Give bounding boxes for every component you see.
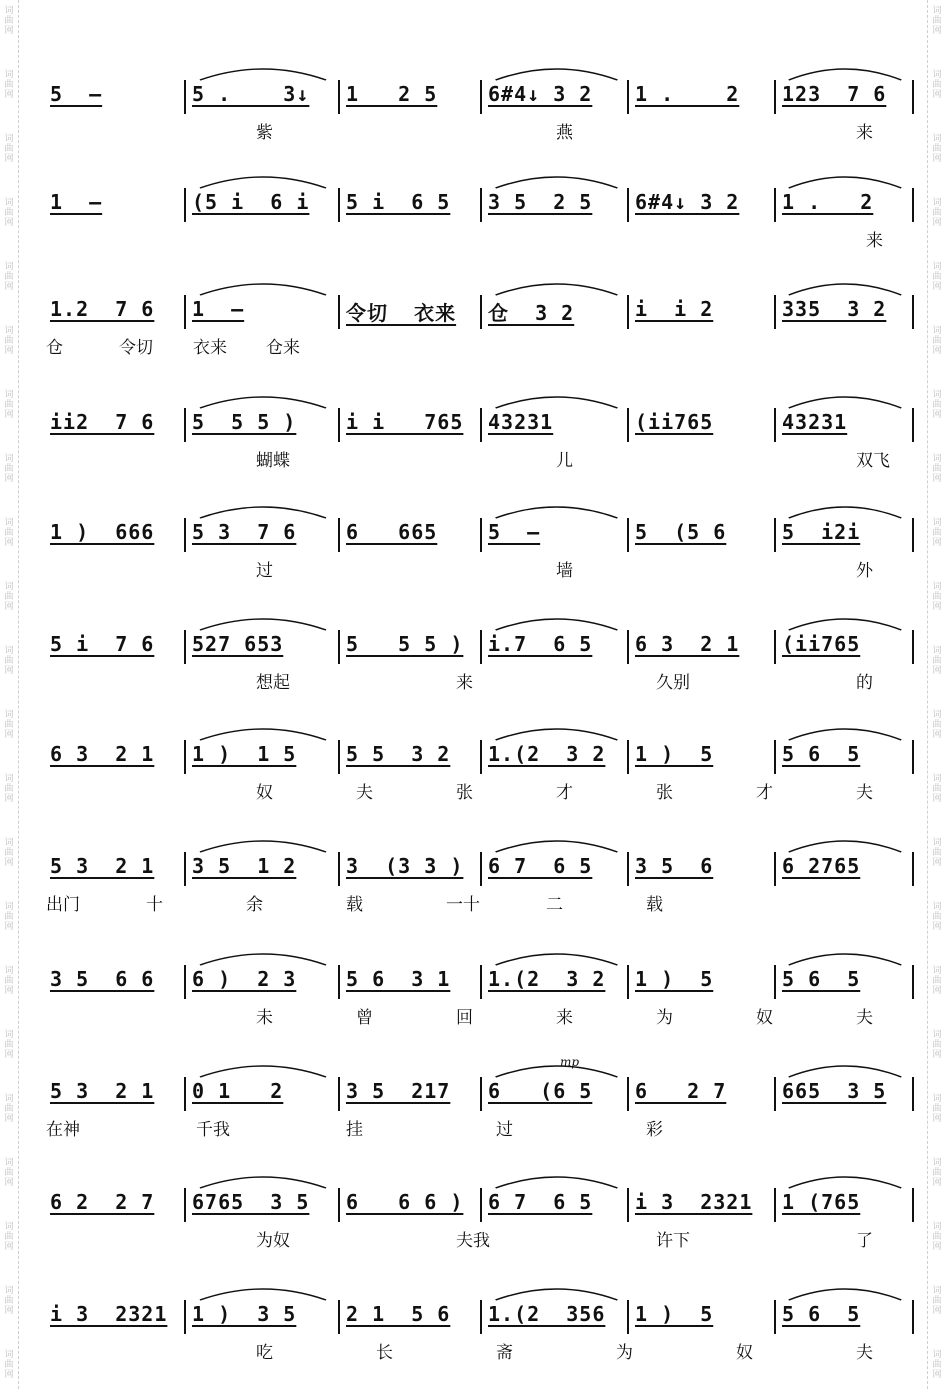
- lyric-text: 了: [856, 1231, 873, 1251]
- measure-notes: 1.(2 3 2: [488, 967, 606, 991]
- measure-notes: 6 7 6 5: [488, 1190, 593, 1214]
- watermark-text: 词 曲 网: [932, 1030, 942, 1060]
- dynamic-marking: mp: [560, 1055, 580, 1069]
- score-line: [0, 620, 946, 730]
- watermark-text: 词 曲 网: [4, 1030, 14, 1060]
- measure-notes: i i 765: [346, 410, 464, 434]
- lyric-text: 过: [256, 561, 273, 581]
- bar-line: [912, 852, 914, 886]
- score-line: [0, 508, 946, 618]
- lyric-text: 夫: [856, 1008, 873, 1028]
- lyric-text: 令切: [119, 338, 153, 358]
- lyric-text: 才: [756, 783, 773, 803]
- bar-line: [774, 965, 776, 999]
- bar-line: [184, 1188, 186, 1222]
- bar-line: [774, 295, 776, 329]
- lyrics-line: [46, 556, 912, 582]
- watermark-text: 词 曲 网: [932, 1158, 942, 1188]
- score-line: [0, 178, 946, 288]
- watermark-text: 词 曲 网: [932, 1350, 942, 1380]
- watermark-text: 词 曲 网: [4, 198, 14, 228]
- bar-line: [184, 630, 186, 664]
- bar-line: [912, 1300, 914, 1334]
- watermark-text: 词 曲 网: [932, 454, 942, 484]
- measure-notes: 3 5 1 2: [192, 854, 297, 878]
- lyric-text: 儿: [556, 451, 573, 471]
- bar-line: [774, 1188, 776, 1222]
- measure-notes: 3 (3 3 ): [346, 854, 464, 878]
- bar-line: [912, 188, 914, 222]
- measure-notes: 5 5 5 ): [192, 410, 297, 434]
- bar-line: [338, 740, 340, 774]
- watermark-text: 词 曲 网: [932, 710, 942, 740]
- bar-line: [480, 1077, 482, 1111]
- measure-notes: 仓 3 2: [488, 301, 575, 325]
- watermark-text: 词 曲 网: [4, 262, 14, 292]
- bar-line: [338, 1300, 340, 1334]
- bar-line: [912, 740, 914, 774]
- measure-notes: 6 2765: [782, 854, 861, 878]
- measure-notes: 5 6 3 1: [346, 967, 451, 991]
- measure-notes: 1 ) 5: [635, 1302, 714, 1326]
- measure-notes: 335 3 2: [782, 297, 887, 321]
- lyrics-line: [46, 446, 912, 472]
- bar-line: [627, 408, 629, 442]
- measure-notes: 6 6 6 ): [346, 1190, 464, 1214]
- score-line: [0, 955, 946, 1065]
- lyrics-line: [46, 333, 912, 359]
- lyric-text: 余: [246, 895, 263, 915]
- bar-line: [774, 1300, 776, 1334]
- bar-line: [184, 965, 186, 999]
- measure-notes: 1 ) 5: [635, 742, 714, 766]
- watermark-text: 词 曲 网: [932, 390, 942, 420]
- lyric-text: 蝴蝶: [256, 451, 290, 471]
- measure-notes: 6 2 7: [635, 1079, 727, 1103]
- lyric-text: 曾: [356, 1008, 373, 1028]
- lyric-text: 久别: [656, 673, 690, 693]
- watermark-text: 词 曲 网: [932, 966, 942, 996]
- bar-line: [480, 965, 482, 999]
- watermark-text: 词 曲 网: [4, 646, 14, 676]
- score-line: [0, 70, 946, 180]
- bar-line: [627, 1188, 629, 1222]
- measure-notes: 43231: [488, 410, 554, 434]
- bar-line: [338, 852, 340, 886]
- bar-line: [627, 1077, 629, 1111]
- measure-notes: 43231: [782, 410, 848, 434]
- lyrics-line: [46, 668, 912, 694]
- bar-line: [627, 1300, 629, 1334]
- lyric-text: 彩: [646, 1120, 663, 1140]
- lyrics-line: [46, 226, 912, 252]
- measure-notes: 5 5 3 2: [346, 742, 451, 766]
- slur-mark: [484, 60, 629, 82]
- measure-notes: 5 5 5 ): [346, 632, 464, 656]
- measure-notes: 6 3 2 1: [635, 632, 740, 656]
- bar-line: [627, 630, 629, 664]
- bar-line: [480, 852, 482, 886]
- watermark-text: 词 曲 网: [932, 1222, 942, 1252]
- watermark-text: 词 曲 网: [932, 582, 942, 612]
- lyric-text: 夫: [856, 783, 873, 803]
- bar-line: [912, 630, 914, 664]
- lyric-text: 斋: [496, 1343, 513, 1363]
- lyrics-line: [46, 1003, 912, 1029]
- bar-line: [338, 295, 340, 329]
- measure-notes: 1 –: [50, 190, 103, 214]
- bar-line: [912, 1188, 914, 1222]
- lyric-text: 出门: [46, 895, 80, 915]
- score-line: [0, 842, 946, 952]
- bar-line: [774, 852, 776, 886]
- bar-line: [774, 740, 776, 774]
- measure-notes: (5 i 6 i: [192, 190, 310, 214]
- lyric-text: 未: [256, 1008, 273, 1028]
- bar-line: [912, 295, 914, 329]
- bar-line: [627, 740, 629, 774]
- score-line: [0, 1055, 946, 1177]
- watermark-text: 词 曲 网: [4, 134, 14, 164]
- measure-notes: 1 ) 3 5: [192, 1302, 297, 1326]
- lyric-text: 来: [856, 123, 873, 143]
- bar-line: [480, 188, 482, 222]
- measure-notes: i 3 2321: [50, 1302, 168, 1326]
- lyric-text: 吃: [256, 1343, 273, 1363]
- measure-notes: 6 665: [346, 520, 438, 544]
- lyric-text: 夫我: [456, 1231, 490, 1251]
- measure-notes: 1 . 2: [635, 82, 740, 106]
- measure-notes: 1 ) 1 5: [192, 742, 297, 766]
- bar-line: [480, 1300, 482, 1334]
- lyric-text: 二: [546, 895, 563, 915]
- watermark-text: 词 曲 网: [932, 1286, 942, 1316]
- bar-line: [774, 1077, 776, 1111]
- lyric-text: 过: [496, 1120, 513, 1140]
- measure-notes: i i 2: [635, 297, 714, 321]
- measure-notes: 5 6 5: [782, 742, 861, 766]
- measure-notes: 3 5 6 6: [50, 967, 155, 991]
- bar-line: [627, 518, 629, 552]
- bar-line: [338, 965, 340, 999]
- bar-line: [627, 80, 629, 114]
- watermark-text: 词 曲 网: [4, 1350, 14, 1380]
- bar-line: [480, 80, 482, 114]
- bar-line: [338, 1188, 340, 1222]
- watermark-text: 词 曲 网: [932, 518, 942, 548]
- lyric-text: 夫: [856, 1343, 873, 1363]
- bar-line: [480, 408, 482, 442]
- measure-notes: 5 3 2 1: [50, 1079, 155, 1103]
- watermark-text: 词 曲 网: [932, 134, 942, 164]
- bar-line: [184, 1077, 186, 1111]
- watermark-text: 词 曲 网: [932, 646, 942, 676]
- measure-notes: 6 ) 2 3: [192, 967, 297, 991]
- watermark-text: 词 曲 网: [4, 6, 14, 36]
- bar-line: [774, 188, 776, 222]
- measure-notes: 3 5 2 5: [488, 190, 593, 214]
- measure-notes: 5 i 6 5: [346, 190, 451, 214]
- measure-notes: 5 i 7 6: [50, 632, 155, 656]
- watermark-text: 词 曲 网: [4, 1222, 14, 1252]
- measure-notes: 6 2 2 7: [50, 1190, 155, 1214]
- measure-notes: 3 5 217: [346, 1079, 451, 1103]
- watermark-text: 词 曲 网: [4, 390, 14, 420]
- measure-notes: 1 (765: [782, 1190, 861, 1214]
- bar-line: [184, 740, 186, 774]
- bar-line: [184, 408, 186, 442]
- lyric-text: 墙: [556, 561, 573, 581]
- lyric-text: 为: [616, 1343, 633, 1363]
- bar-line: [774, 408, 776, 442]
- measure-notes: 5 6 5: [782, 967, 861, 991]
- bar-line: [627, 965, 629, 999]
- watermark-text: 词 曲 网: [4, 1094, 14, 1124]
- watermark-text: 词 曲 网: [4, 454, 14, 484]
- bar-line: [184, 188, 186, 222]
- bar-line: [338, 630, 340, 664]
- measure-notes: 1.(2 3 2: [488, 742, 606, 766]
- lyric-text: 燕: [556, 123, 573, 143]
- watermark-text: 词 曲 网: [4, 1158, 14, 1188]
- lyric-text: 想起: [256, 673, 290, 693]
- measure-notes: 1 ) 666: [50, 520, 155, 544]
- bar-line: [912, 518, 914, 552]
- bar-line: [912, 408, 914, 442]
- lyric-text: 张: [656, 783, 673, 803]
- watermark-text: 词 曲 网: [4, 774, 14, 804]
- measure-notes: 5 (5 6: [635, 520, 727, 544]
- watermark-text: 词 曲 网: [4, 582, 14, 612]
- measure-notes: 1 2 5: [346, 82, 438, 106]
- bar-line: [627, 295, 629, 329]
- lyric-text: 衣来: [193, 338, 227, 358]
- bar-line: [338, 408, 340, 442]
- lyric-text: 千我: [196, 1120, 230, 1140]
- watermark-text: 词 曲 网: [932, 774, 942, 804]
- lyrics-line: [46, 890, 912, 916]
- score-line: [0, 1178, 946, 1288]
- measure-notes: 665 3 5: [782, 1079, 887, 1103]
- bar-line: [627, 188, 629, 222]
- lyric-text: 一十: [446, 895, 480, 915]
- lyric-text: 为: [656, 1008, 673, 1028]
- lyric-text: 仓: [46, 338, 63, 358]
- lyric-text: 外: [856, 561, 873, 581]
- lyric-text: 奴: [756, 1008, 773, 1028]
- lyric-text: 在神: [46, 1120, 80, 1140]
- lyric-text: 奴: [736, 1343, 753, 1363]
- bar-line: [184, 295, 186, 329]
- lyric-text: 紫: [256, 123, 273, 143]
- lyric-text: 的: [856, 673, 873, 693]
- watermark-text: 词 曲 网: [932, 6, 942, 36]
- bar-line: [184, 518, 186, 552]
- bar-line: [627, 852, 629, 886]
- measure-notes: 2 1 5 6: [346, 1302, 451, 1326]
- bar-line: [480, 1188, 482, 1222]
- bar-line: [338, 188, 340, 222]
- measure-notes: i 3 2321: [635, 1190, 753, 1214]
- slur-mark: [188, 60, 338, 82]
- lyrics-line: [46, 778, 912, 804]
- lyrics-line: [46, 1338, 912, 1364]
- measure-notes: 5 i2i: [782, 520, 861, 544]
- measure-notes: 3 5 6: [635, 854, 714, 878]
- measure-notes: 1.(2 356: [488, 1302, 606, 1326]
- lyric-text: 奴: [256, 783, 273, 803]
- measure-notes: 令切 衣来: [346, 301, 457, 325]
- lyric-text: 双飞: [856, 451, 890, 471]
- measure-notes: 6 7 6 5: [488, 854, 593, 878]
- lyric-text: 张: [456, 783, 473, 803]
- watermark-text: 词 曲 网: [4, 902, 14, 932]
- bar-line: [480, 295, 482, 329]
- bar-line: [480, 518, 482, 552]
- measure-notes: 1 ) 5: [635, 967, 714, 991]
- measure-notes: 6765 3 5: [192, 1190, 310, 1214]
- measure-notes: ii2 7 6: [50, 410, 155, 434]
- lyric-text: 十: [146, 895, 163, 915]
- score-line: [0, 398, 946, 508]
- watermark-text: 词 曲 网: [932, 1094, 942, 1124]
- bar-line: [912, 1077, 914, 1111]
- measure-notes: (ii765: [635, 410, 714, 434]
- lyric-text: 许下: [656, 1231, 690, 1251]
- measure-notes: 1 . 2: [782, 190, 874, 214]
- lyric-text: 回: [456, 1008, 473, 1028]
- lyrics-line: [46, 1115, 912, 1141]
- bar-line: [480, 630, 482, 664]
- measure-notes: 5 . 3↓: [192, 82, 310, 106]
- lyric-text: 夫: [356, 783, 373, 803]
- watermark-text: 词 曲 网: [4, 966, 14, 996]
- score-line: [0, 1290, 946, 1400]
- measure-notes: 6#4↓ 3 2: [635, 190, 740, 214]
- watermark-text: 词 曲 网: [4, 518, 14, 548]
- lyric-text: 来: [556, 1008, 573, 1028]
- bar-line: [184, 1300, 186, 1334]
- lyric-text: 为奴: [256, 1231, 290, 1251]
- lyric-text: 才: [556, 783, 573, 803]
- measure-notes: 123 7 6: [782, 82, 887, 106]
- watermark-text: 词 曲 网: [932, 326, 942, 356]
- bar-line: [774, 630, 776, 664]
- watermark-text: 词 曲 网: [4, 1286, 14, 1316]
- measure-notes: 6 (6 5: [488, 1079, 593, 1103]
- bar-line: [184, 80, 186, 114]
- lyric-text: 来: [866, 231, 883, 251]
- measure-notes: 6 3 2 1: [50, 742, 155, 766]
- lyrics-line: [46, 1226, 912, 1252]
- watermark-text: 词 曲 网: [4, 326, 14, 356]
- measure-notes: 5 –: [488, 520, 541, 544]
- watermark-text: 词 曲 网: [4, 838, 14, 868]
- measure-notes: (ii765: [782, 632, 861, 656]
- measure-notes: 5 3 2 1: [50, 854, 155, 878]
- watermark-text: 词 曲 网: [4, 70, 14, 100]
- watermark-text: 词 曲 网: [932, 838, 942, 868]
- measure-notes: 5 3 7 6: [192, 520, 297, 544]
- measure-notes: 1 –: [192, 297, 245, 321]
- lyric-text: 载: [646, 895, 663, 915]
- lyric-text: 载: [346, 895, 363, 915]
- measure-notes: 1.2 7 6: [50, 297, 155, 321]
- bar-line: [774, 80, 776, 114]
- slur-mark: [778, 60, 912, 82]
- score-line: [0, 285, 946, 395]
- bar-line: [338, 518, 340, 552]
- bar-line: [912, 80, 914, 114]
- bar-line: [338, 80, 340, 114]
- measure-notes: 6#4↓ 3 2: [488, 82, 593, 106]
- score-line: [0, 730, 946, 840]
- watermark-text: 词 曲 网: [4, 710, 14, 740]
- measure-notes: i.7 6 5: [488, 632, 593, 656]
- measure-notes: 0 1 2: [192, 1079, 284, 1103]
- measure-notes: 5 6 5: [782, 1302, 861, 1326]
- bar-line: [480, 740, 482, 774]
- measure-notes: 527 653: [192, 632, 284, 656]
- watermark-text: 词 曲 网: [932, 262, 942, 292]
- bar-line: [912, 965, 914, 999]
- lyrics-line: [46, 118, 912, 144]
- bar-line: [774, 518, 776, 552]
- lyric-text: 来: [456, 673, 473, 693]
- bar-line: [338, 1077, 340, 1111]
- watermark-text: 词 曲 网: [932, 902, 942, 932]
- measure-notes: 5 –: [50, 82, 103, 106]
- lyric-text: 长: [376, 1343, 393, 1363]
- lyric-text: 挂: [346, 1120, 363, 1140]
- watermark-text: 词 曲 网: [932, 198, 942, 228]
- lyric-text: 仓来: [266, 338, 300, 358]
- watermark-text: 词 曲 网: [932, 70, 942, 100]
- bar-line: [184, 852, 186, 886]
